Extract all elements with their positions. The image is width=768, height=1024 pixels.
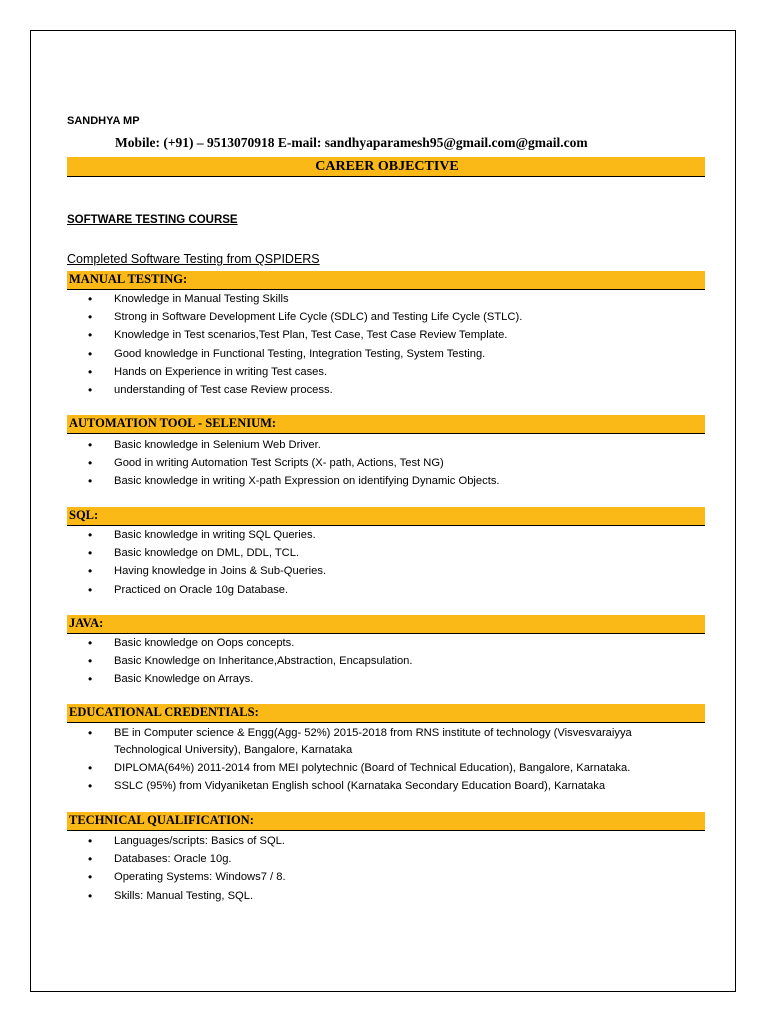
list-item: • Good knowledge in Functional Testing, Integration Testing, System Testing. (67, 345, 707, 363)
section-heading-education (67, 704, 705, 723)
list-item: • DIPLOMA(64%) 2011-2014 from MEI polytechnic (Board of Technical Education), Bangalore, Karnataka. (67, 759, 695, 777)
automation-list (67, 436, 707, 491)
list-item: • Good in writing Automation Test Scripts (X- path, Actions, Test NG) (67, 454, 707, 472)
list-item: • Skills: Manual Testing, SQL. (67, 887, 707, 905)
list-item: • Hands on Experience in writing Test cases. (67, 363, 707, 381)
list-item: • Basic Knowledge on Inheritance,Abstraction, Encapsulation. (67, 652, 707, 670)
list-item: • Basic knowledge in Selenium Web Driver. (67, 436, 707, 454)
candidate-name: SANDHYA MP (67, 115, 140, 127)
section-title: MANUAL TESTING: (69, 272, 188, 286)
sql-list (67, 526, 707, 599)
list-item: • Basic knowledge in writing SQL Queries. (67, 526, 707, 544)
section-title: TECHNICAL QUALIFICATION: (69, 813, 254, 827)
career-objective-heading (67, 157, 705, 177)
career-objective-title: CAREER OBJECTIVE (315, 159, 459, 174)
section-title: SQL: (69, 508, 99, 522)
list-item: • Databases: Oracle 10g. (67, 850, 707, 868)
section-title: EDUCATIONAL CREDENTIALS: (69, 705, 259, 719)
list-item: • Basic knowledge in writing X-path Expression on identifying Dynamic Objects. (67, 472, 707, 490)
list-item: • Practiced on Oracle 10g Database. (67, 581, 707, 599)
list-item: • Basic knowledge on DML, DDL, TCL. (67, 544, 707, 562)
list-item: • Languages/scripts: Basics of SQL. (67, 832, 707, 850)
section-title: JAVA: (69, 616, 104, 630)
list-item: • Basic knowledge on Oops concepts. (67, 634, 707, 652)
manual-testing-list (67, 290, 707, 399)
section-heading-sql (67, 507, 705, 526)
section-heading-java (67, 615, 705, 634)
technical-list (67, 832, 707, 905)
contact-line: Mobile: (+91) – 9513070918 E-mail: sandhyaparamesh95@gmail.com@gmail.com (115, 135, 588, 150)
section-heading-technical (67, 812, 705, 831)
list-item: • Operating Systems: Windows7 / 8. (67, 868, 707, 886)
list-item: • Basic Knowledge on Arrays. (67, 670, 707, 688)
list-item: • BE in Computer science & Engg(Agg- 52%) 2015-2018 from RNS institute of technology (Visvesvaraiyya Technological University), Bangalore, Karnataka (67, 725, 695, 759)
education-list (67, 725, 695, 795)
section-heading-manual-testing (67, 271, 705, 290)
list-item: • SSLC (95%) from Vidyaniketan English school (Karnataka Secondary Education Board), Karnataka (67, 777, 695, 795)
list-item: • Knowledge in Manual Testing Skills (67, 290, 707, 308)
list-item: • Knowledge in Test scenarios,Test Plan, Test Case, Test Case Review Template. (67, 326, 707, 344)
course-subtitle: Completed Software Testing from QSPIDERS (67, 252, 320, 266)
list-item: • understanding of Test case Review process. (67, 381, 707, 399)
java-list (67, 634, 707, 689)
section-heading-automation (67, 415, 705, 434)
list-item: • Having knowledge in Joins & Sub-Queries. (67, 562, 707, 580)
list-item: • Strong in Software Development Life Cycle (SDLC) and Testing Life Cycle (STLC). (67, 308, 707, 326)
course-title: SOFTWARE TESTING COURSE (67, 214, 238, 226)
resume-page (30, 30, 736, 992)
section-title: AUTOMATION TOOL - SELENIUM: (69, 416, 277, 430)
